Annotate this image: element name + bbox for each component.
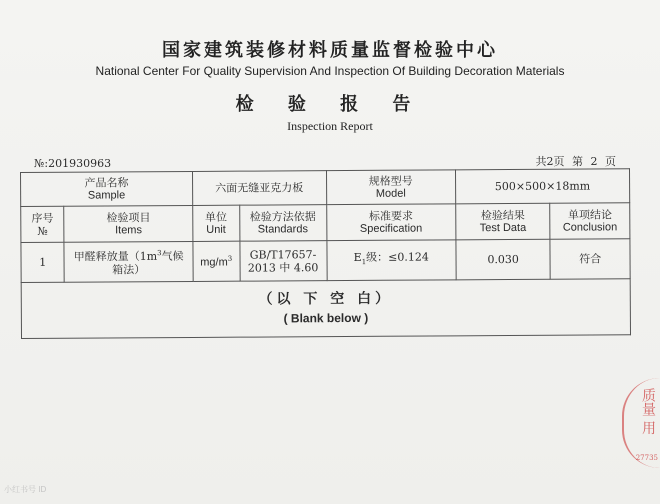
stamp-text: 质量 用 — [640, 388, 656, 435]
col-header-conclusion — [550, 203, 630, 239]
unit-text: mg/m — [200, 256, 228, 269]
col-header-unit — [193, 205, 240, 241]
row-unit — [193, 241, 240, 281]
row-test-data: 0.030 — [456, 239, 551, 280]
standard-line2: 2013 中 4.60 — [247, 260, 319, 275]
col-conclusion-cn: 单项结论 — [567, 207, 612, 222]
row-standard — [239, 241, 326, 282]
col-header-no — [21, 206, 65, 242]
item-text-line2: 箱法） — [112, 263, 146, 277]
unit-sup: 3 — [227, 254, 233, 263]
col-conclusion-en: Conclusion — [562, 220, 618, 234]
sample-label-en: Sample — [87, 188, 126, 202]
item-text-end: 气候 — [161, 249, 184, 263]
row-conclusion: 符合 — [550, 239, 630, 279]
col-spec-en: Specification — [359, 222, 423, 235]
model-label-en: Model — [375, 187, 406, 200]
col-test-data-en: Test Data — [479, 221, 527, 234]
watermark: 小红书号 ID — [4, 485, 47, 494]
col-header-specification — [326, 204, 456, 241]
col-standards-en: Standards — [257, 222, 308, 236]
col-standards-cn: 检验方法依据 — [249, 209, 316, 224]
col-test-data-cn: 检验结果 — [480, 208, 525, 222]
model-label-cell — [326, 170, 456, 205]
page-indicator: 共2页 第 2 页 — [535, 155, 616, 168]
report-title-cn: 检 验 报 告 — [235, 94, 425, 115]
col-header-test-data — [456, 203, 551, 240]
model-label-cn: 规格型号 — [368, 174, 413, 188]
report-title-en: Inspection Report — [287, 119, 373, 133]
col-no-en: № — [37, 224, 48, 238]
sample-label-cell — [21, 171, 193, 206]
blank-row — [21, 279, 630, 339]
col-spec-cn: 标准要求 — [368, 209, 414, 223]
row-item — [64, 241, 193, 282]
blank-below-cn: （以 下 空 白） — [258, 290, 394, 308]
blank-below-en: ( Blank below ) — [283, 310, 369, 325]
column-header-row — [21, 203, 630, 243]
col-header-standards — [239, 205, 326, 242]
center-title-cn: 国家建筑装修材料质量监督检验中心 — [162, 40, 498, 61]
col-header-items — [64, 205, 193, 242]
report-number: №:201930963 — [34, 157, 112, 170]
table-row — [21, 239, 630, 283]
model-value: 500×500×18mm — [455, 169, 629, 204]
sample-label-cn: 产品名称 — [84, 175, 129, 190]
item-text: 甲醛释放量（1m — [73, 249, 158, 264]
sample-row — [21, 169, 630, 207]
row-specification — [326, 240, 456, 281]
col-items-cn: 检验项目 — [106, 210, 151, 224]
sample-value: 六面无缝亚克力板 — [192, 171, 326, 206]
spec-main: E — [353, 251, 362, 265]
col-unit-cn: 单位 — [204, 210, 227, 224]
row-no: 1 — [21, 242, 65, 282]
stamp-number: 27735 — [635, 454, 658, 462]
blank-cell — [21, 279, 630, 339]
center-title-en: National Center For Quality Supervision And Inspection Of Building Decoration Materials — [95, 64, 565, 78]
inspection-table — [20, 168, 631, 339]
spec-sub: 1 — [361, 258, 367, 267]
col-unit-en: Unit — [206, 223, 226, 236]
spec-rest: 级：≤0.124 — [366, 250, 429, 265]
col-no-cn: 序号 — [31, 211, 54, 225]
standard-line1: GB/T17657- — [249, 247, 317, 262]
item-sup: 3 — [157, 249, 162, 258]
col-items-en: Items — [115, 223, 143, 236]
